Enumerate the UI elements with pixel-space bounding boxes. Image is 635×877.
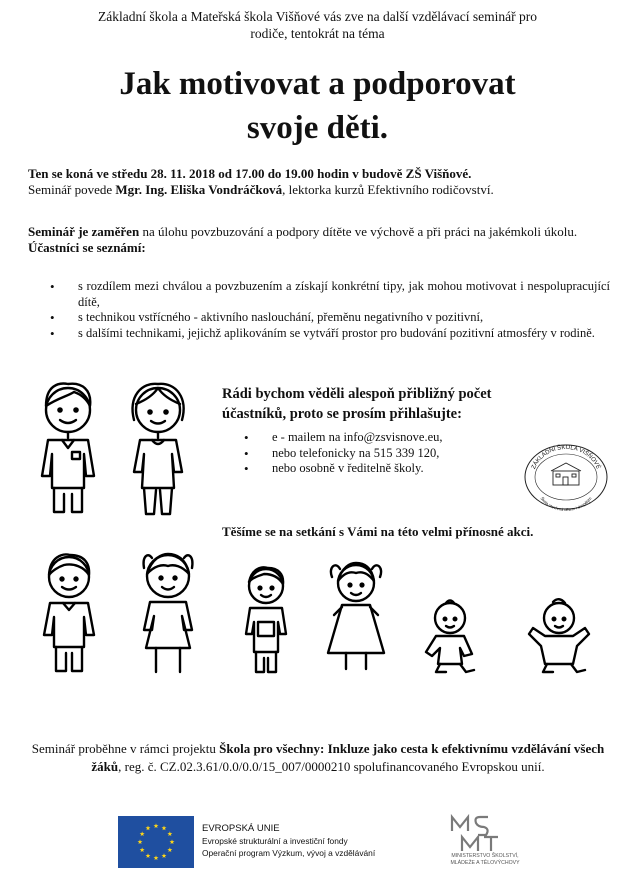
msmt-line-1: MINISTERSTVO ŠKOLSTVÍ, — [451, 853, 519, 859]
presenter-name: Mgr. Ing. Eliška Vondráčková — [115, 182, 283, 197]
boy-illustration-2 — [34, 547, 104, 687]
school-building-icon — [551, 463, 581, 485]
presenter-prefix: Seminář povede — [28, 182, 116, 197]
msmt-line-2: MLÁDEŽE A TĚLOVÝCHOVY — [450, 859, 520, 866]
svg-text:ZÁKLADNÍ ŠKOLA VIŠŇOVÉ — [531, 444, 602, 470]
presenter-suffix: , lektorka kurzů Efektivního rodičovství. — [282, 182, 494, 197]
rsvp-heading-line-1: Rádi bychom věděli alespoň přibližný počet — [222, 386, 492, 402]
closing-line: Těšíme se na setkání s Vámi na této velmi přínosné akci. — [222, 524, 534, 539]
participants-heading: Účastníci se seznámí: — [28, 240, 146, 255]
boy-overalls-illustration — [234, 560, 298, 680]
intro-line-2: rodiče, tentokrát na téma — [250, 26, 385, 41]
contact-email: • e - mailem na info@zsvisnove.eu, — [222, 430, 502, 446]
intro-line-1: Základní škola a Mateřská škola Višňové vás zve na další vzdělávací seminář pro — [97, 9, 538, 24]
eu-line-2: Operační program Výzkum, vývoj a vzdělávání — [202, 848, 376, 858]
list-item: • s technikou vstřícného - aktivního naslouchání, přeměnu negativního v pozitivní, — [28, 310, 610, 326]
stamp-bottom-text: Škola otevřená dětem i dospělým — [539, 495, 593, 513]
eu-flag-icon — [118, 816, 194, 868]
boy-illustration-1 — [28, 376, 108, 526]
project-footer — [28, 740, 608, 776]
eu-logo-text — [202, 823, 432, 859]
eu-heading: EVROPSKÁ UNIE — [202, 823, 280, 834]
project-name: Škola pro všechny: Inkluze jako cesta k efektivnímu vzdělávání všech žáků — [91, 741, 605, 774]
focus-rest: na úlohu povzbuzování a podpory dítěte ve výchově a při práci na jakémkoli úkolu. — [139, 224, 578, 239]
title-line-1: Jak motivovat a podporovat — [119, 66, 516, 102]
focus-bold: Seminář je zaměřen — [28, 224, 140, 239]
school-stamp-logo — [523, 443, 609, 511]
girl-illustration-2 — [130, 544, 206, 684]
msmt-logo-text — [440, 853, 530, 866]
rsvp-heading — [222, 384, 552, 424]
contact-in-person: • nebo osobně v ředitelně školy. — [222, 461, 502, 477]
girl-illustration-1 — [118, 376, 198, 526]
seminar-focus — [28, 224, 610, 256]
eu-line-1: Evropské strukturální a investiční fondy — [202, 836, 348, 846]
list-item: • s rozdílem mezi chválou a povzbuzením a získají konkrétní tipy, jak mohou motivovat i nespolupracující dítě, — [28, 279, 610, 310]
contact-phone: • nebo telefonicky na 515 339 120, — [222, 446, 502, 462]
presenter-line — [28, 182, 610, 198]
msmt-logo-icon — [448, 813, 504, 853]
svg-text:Škola otevřená dětem i dospělý — [539, 495, 593, 512]
toddler-illustration-2 — [523, 594, 597, 674]
invitation-intro — [20, 8, 615, 42]
footer-suffix: , reg. č. CZ.02.3.61/0.0/0.0/15_007/0000210 spolufinancovaného Evropskou unií. — [118, 759, 545, 774]
list-item: • s dalšími technikami, jejichž aplikováním se vytváří prostor pro budování pozitivní atmosféry v rodině. — [28, 326, 610, 342]
footer-prefix: Seminář proběhne v rámci projektu — [31, 741, 220, 756]
title-line-2: svoje děti. — [246, 110, 389, 146]
contact-list — [222, 430, 502, 477]
girl-dress-illustration — [320, 555, 392, 675]
rsvp-heading-line-2: účastníků, proto se prosím přihlašujte: — [222, 406, 462, 422]
seminar-title — [20, 62, 615, 150]
stamp-top-text: ZÁKLADNÍ ŠKOLA VIŠŇOVÉ — [531, 444, 601, 471]
event-info — [28, 166, 610, 198]
participants-list — [28, 279, 610, 341]
event-date-time: Ten se koná ve středu 28. 11. 2018 od 17.00 do 19.00 hodin v budově ZŠ Višňové. — [28, 166, 472, 181]
toddler-illustration-1 — [418, 596, 488, 676]
